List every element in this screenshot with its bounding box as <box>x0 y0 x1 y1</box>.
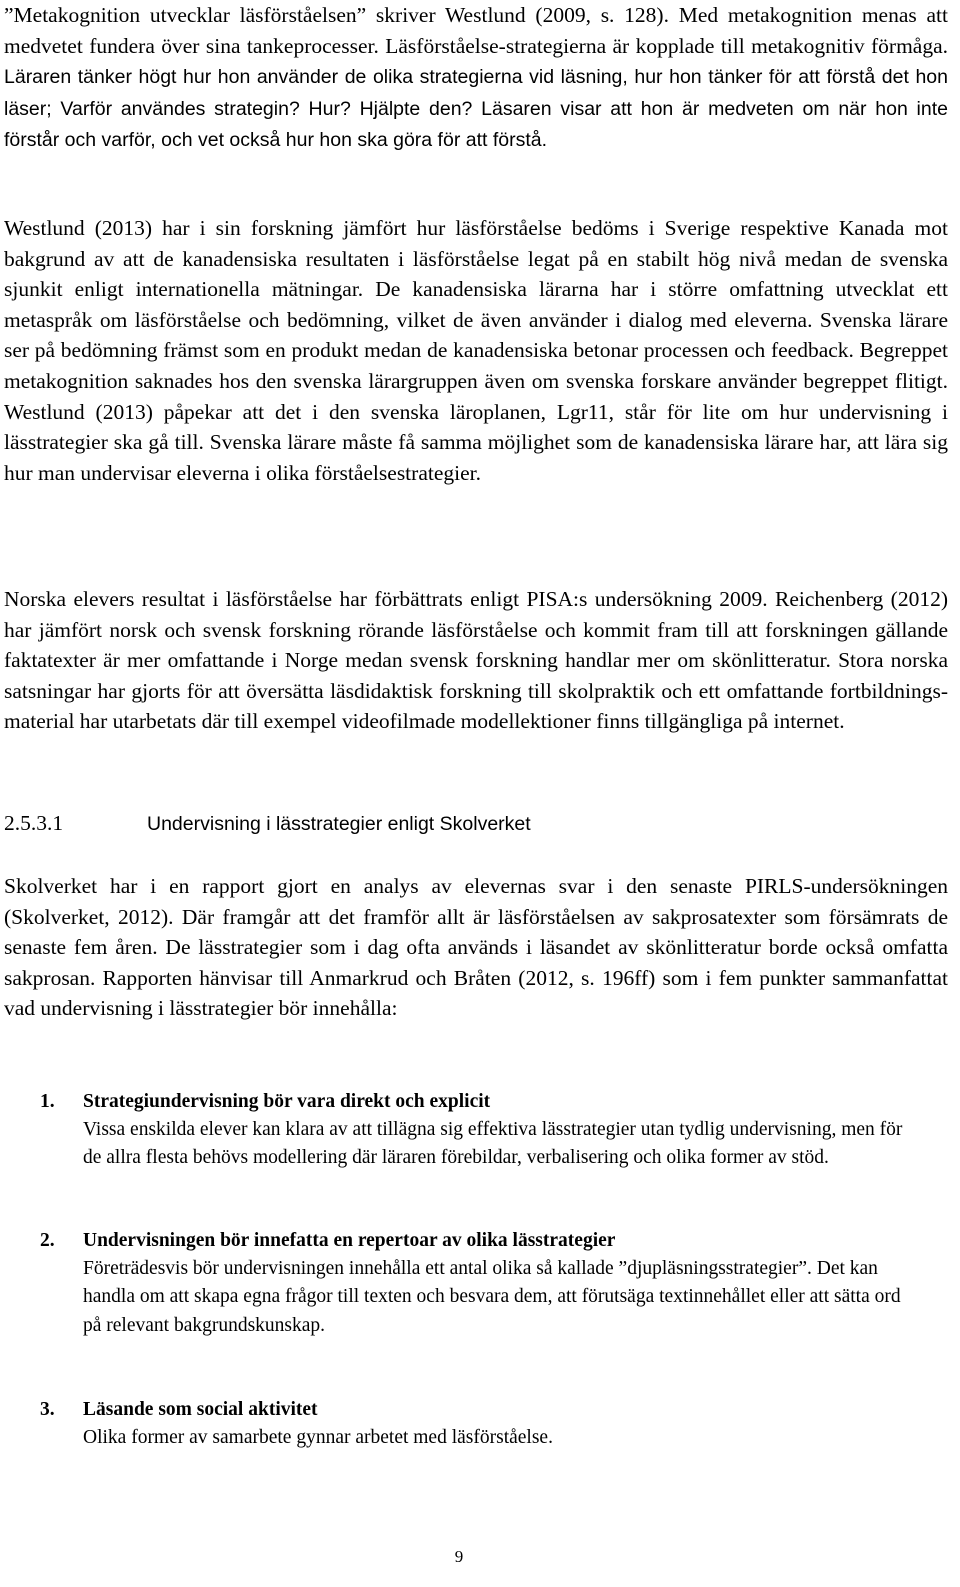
list-item-heading: Läsande som social aktivitet <box>83 1399 318 1420</box>
paragraph-skolverket: Skolverket har i en rapport gjort en analys av elevernas svar i den senaste PIRLS-undersökningen (Skolverket, 2012). Där framgår att det framför allt är läsförståelsen av sakprosatexter som försämrats de senaste fem åren. De lässtrategier som i dag ofta används i läsandet av skönlitteratur borde också omfatta sakprosan. Rapporten hänvisar till Anmarkrud och Bråten (2012, s. 196ff) som i fem punkter sammanfattat vad undervisning i lässtrategier bör innehålla: <box>4 874 948 1021</box>
list-item-text: Olika former av samarbete gynnar arbetet med läsförståelse. <box>83 1427 553 1449</box>
paragraph-metakognition-part1: ”Metakognition utvecklar läsförståelsen” skriver Westlund (2009, s. 128). Med metakognition menas att medvetet fundera över sina tankeprocesser. Läsförståelse-strategierna är kopplade till metakognitiv förmåga. <box>4 3 948 58</box>
list-item-number: 1. <box>40 1091 55 1112</box>
page-number: 9 <box>454 1547 464 1566</box>
paragraph-westlund-2013: Westlund (2013) har i sin forskning jämfört hur läsförståelse bedöms i Sverige respektive Kanada mot bakgrund av att de kanadensiska resultaten i läsförståelse legat på en stabilt hög nivå medan de svenska sjunkit enligt internationella mätningar. De kanadensiska lärarna har i större omfattning utvecklat ett metaspråk om läsförståelse och bedömning, vilket de även använder i dialog med eleverna. Svenska lärare ser på bedömning främst som en produkt medan de kanadensiska betonar processen och feedback. Begreppet metakognition saknades hos den svenska lärargruppen även om svenska forskare använder begreppet flitigt. Westlund (2013) påpekar att det i den svenska läroplanen, Lgr11, står för lite om hur undervisning i lässtrategier ska gå till. Svenska lärare måste få samma möjlighet som de kanadensiska lärare har, att lära sig hur man undervisar eleverna i olika förståelsestrategier. <box>4 216 948 485</box>
list-item-heading: Strategiundervisning bör vara direkt och explicit <box>83 1091 491 1112</box>
paragraph-metakognition <box>4 0 948 156</box>
section-heading <box>4 808 948 839</box>
paragraph-norska-elever: Norska elevers resultat i läsförståelse har förbättrats enligt PISA:s undersökning 2009. Reichenberg (2012) har jämfört norsk och svensk forskning rörande läsförståelse och kommit fram till att forskningen gällande faktatexter är mer omfattande i Norge medan svensk forskning handlar mer om skönlitteratur. Stora norska satsningar har gjorts för att översätta läsdidaktisk forskning till skolpraktik och ett omfattande fortbildnings-material har utarbetats där till exempel videofilmade modellektioner finns tillgängliga på internet. <box>4 587 948 734</box>
list-item-heading: Undervisningen bör innefatta en repertoar av olika lässtrategier <box>83 1230 616 1251</box>
list-item-number: 2. <box>40 1230 55 1251</box>
section-number: 2.5.3.1 <box>4 811 64 835</box>
list-item-text: Vissa enskilda elever kan klara av att tillägna sig effektiva lässtrategier utan tydlig undervisning, men för de allra flesta behövs modellering där läraren förebildar, verbalisering och olika former av stöd. <box>83 1119 903 1169</box>
list-item-number: 3. <box>40 1399 55 1420</box>
list-item-text: Företrädesvis bör undervisningen innehålla ett antal olika så kallade ”djupläsningsstrategier”. Det kan handla om att skapa egna frågor till texten och besvara dem, att förutsäga textinnehållet eller att sätta ord på relevant bakgrundskunskap. <box>83 1258 901 1336</box>
paragraph-metakognition-part2: Läraren tänker högt hur hon använder de olika strategierna vid läsning, hur hon tänker för att förstå det hon läser; Varför användes strategin? Hur? Hjälpte den? Läsaren visar att hon är medveten om när hon inte förstår och varför, och vet också hur hon ska göra för att förstå. <box>4 66 948 152</box>
section-title: Undervisning i lässtrategier enligt Skolverket <box>147 813 531 835</box>
